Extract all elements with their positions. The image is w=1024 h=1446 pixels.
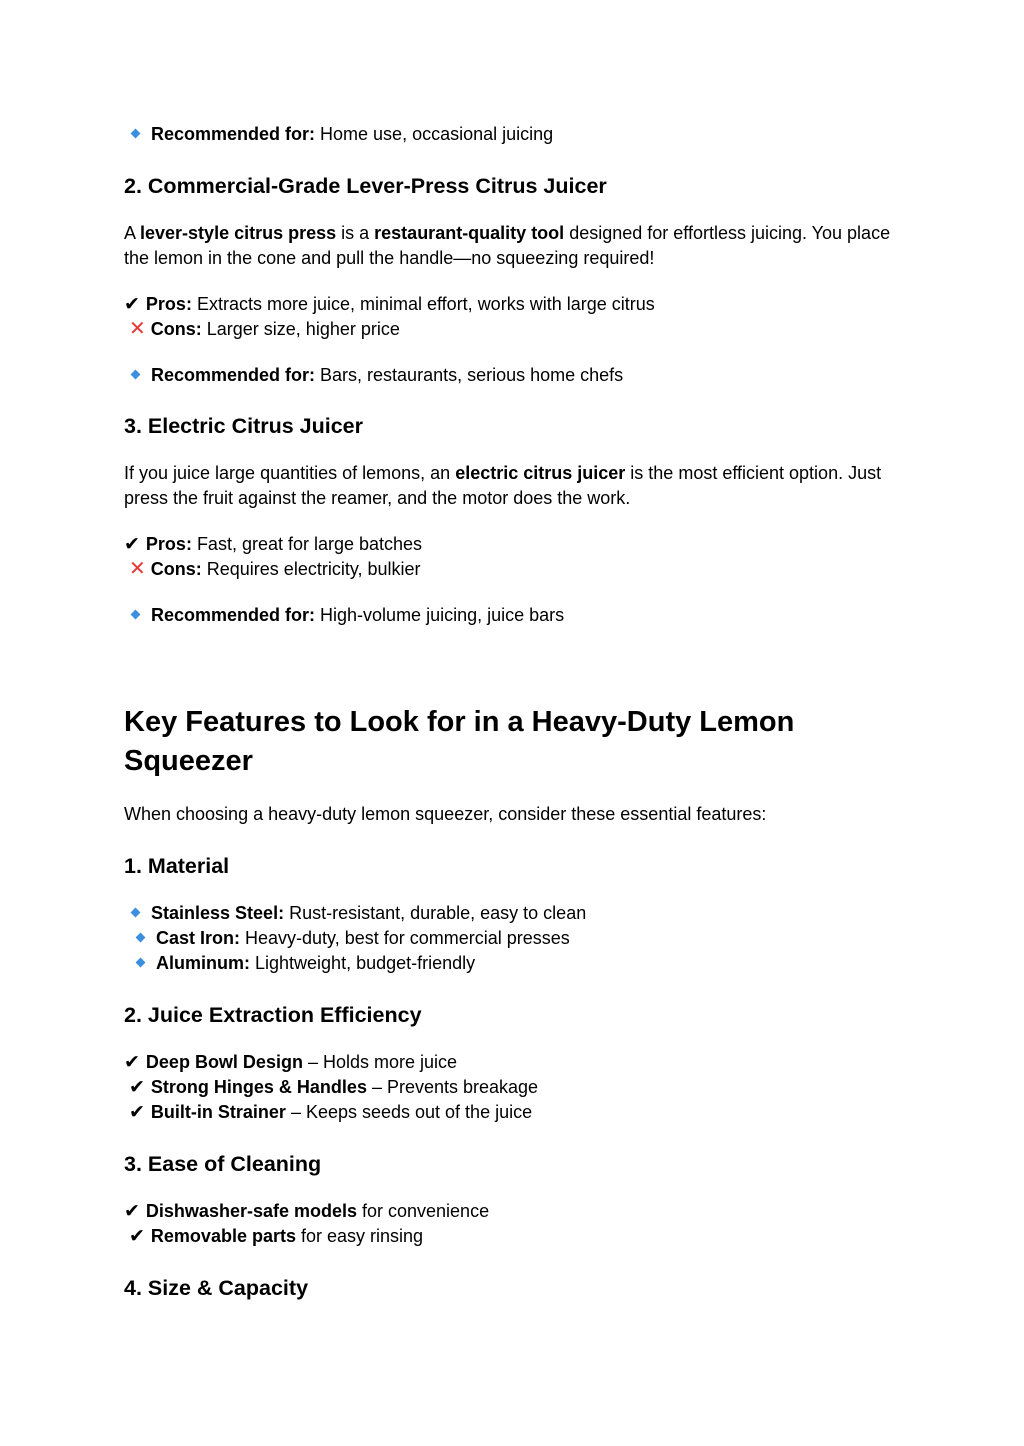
checkmark-icon: ✔ [124,1201,140,1222]
blue-diamond-icon [131,908,141,918]
section-heading-size: 4. Size & Capacity [124,1276,309,1300]
features-intro: When choosing a heavy-duty lemon squeezer, consider these essential features: [124,804,767,824]
cons-line: ✕ Cons: Requires electricity, bulkier [129,558,421,580]
checkmark-icon: ✔ [124,1052,140,1073]
blue-diamond-icon [136,958,146,968]
pros-cons-list [124,292,904,342]
checkmark-icon: ✔ [129,1226,145,1247]
checkmark-icon: ✔ [124,294,140,315]
section-heading-efficiency: 2. Juice Extraction Efficiency [124,1003,422,1027]
blue-diamond-icon [131,129,141,139]
section-heading-lever-press: 2. Commercial-Grade Lever-Press Citrus Juicer [124,174,607,198]
list-item: ✔ Removable parts for easy rinsing [129,1226,424,1247]
checkmark-icon: ✔ [129,1077,145,1098]
red-cross-icon: ✕ [129,558,146,580]
pros-cons-list [124,532,904,582]
electric-paragraph: If you juice large quantities of lemons, an electric citrus juicer is the most efficient option. Just press the fruit against the reamer, and the motor does the work. [124,463,882,508]
section-heading-electric: 3. Electric Citrus Juicer [124,414,363,438]
pros-line: ✔ Pros: Extracts more juice, minimal effort, works with large citrus [124,294,655,315]
list-item: Aluminum: Lightweight, budget-friendly [124,951,904,976]
list-item: Stainless Steel: Rust-resistant, durable, easy to clean [124,901,904,926]
recommended-line-3: Recommended for: High-volume juicing, juice bars [124,603,904,628]
checkmark-icon: ✔ [124,534,140,555]
list-item: ✔ Built-in Strainer – Keeps seeds out of the juice [129,1102,533,1123]
checkmark-icon: ✔ [129,1102,145,1123]
red-cross-icon: ✕ [129,318,146,340]
cleaning-list [124,1199,904,1249]
efficiency-list [124,1050,904,1125]
blue-diamond-icon [131,370,141,380]
list-item: ✔ Dishwasher-safe models for convenience [124,1201,490,1222]
recommended-line-2: Recommended for: Bars, restaurants, serious home chefs [124,363,904,388]
blue-diamond-icon [136,933,146,943]
recommended-line-1: Recommended for: Home use, occasional juicing [124,122,904,147]
cons-line: ✕ Cons: Larger size, higher price [129,318,400,340]
section-heading-material: 1. Material [124,854,230,878]
list-item: ✔ Deep Bowl Design – Holds more juice [124,1052,458,1073]
pros-line: ✔ Pros: Fast, great for large batches [124,534,423,555]
section-heading-cleaning: 3. Ease of Cleaning [124,1152,322,1176]
blue-diamond-icon [131,610,141,620]
page-heading-key-features: Key Features to Look for in a Heavy-Duty Lemon Squeezer [124,706,795,777]
material-list [124,901,904,976]
lever-press-paragraph: A lever-style citrus press is a restaurant-quality tool designed for effortless juicing. You place the lemon in the cone and pull the handle—no squeezing required! [124,223,891,268]
list-item: ✔ Strong Hinges & Handles – Prevents breakage [129,1077,539,1098]
list-item: Cast Iron: Heavy-duty, best for commercial presses [124,926,904,951]
